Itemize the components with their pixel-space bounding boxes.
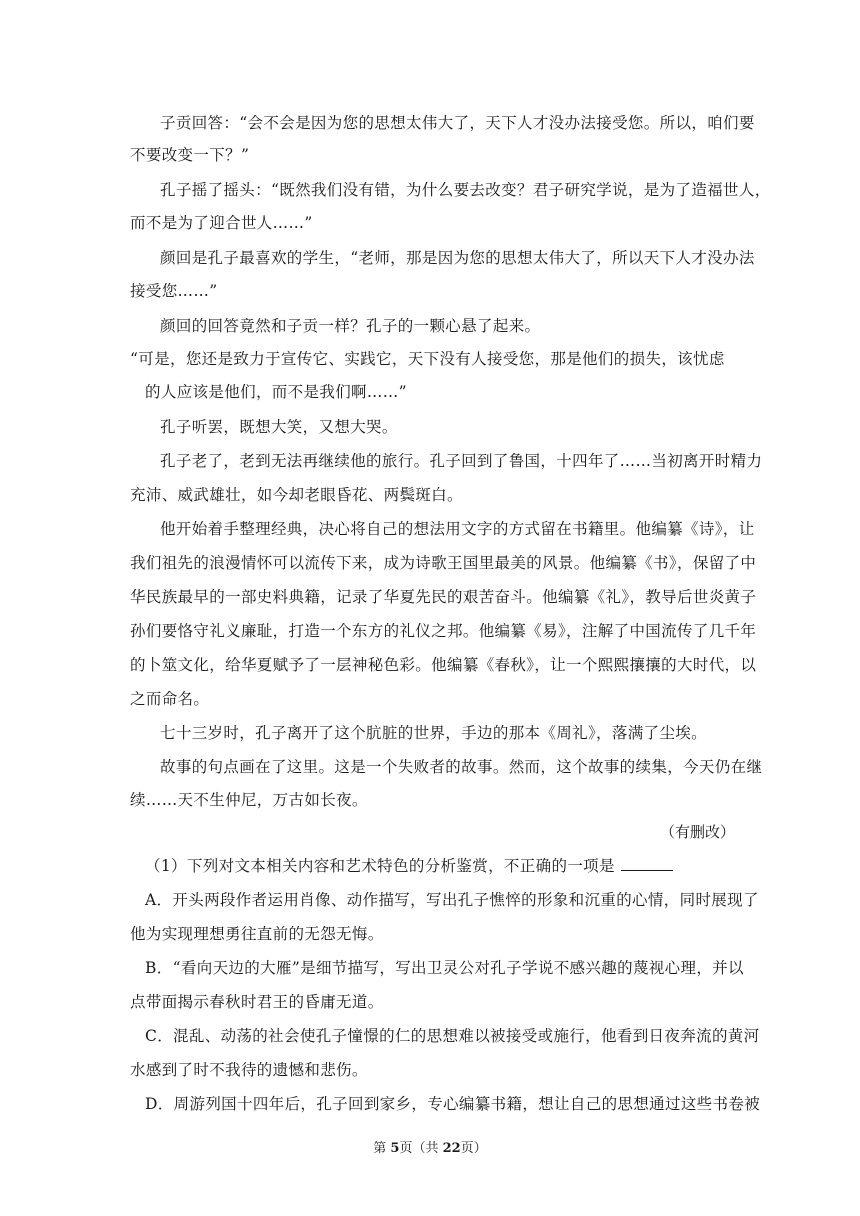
- option-line: C．混乱、动荡的社会使孔子憧憬的仁的思想难以被接受或施行，他看到日夜奔流的黄河: [145, 1027, 760, 1045]
- page-footer: [0, 1140, 860, 1158]
- passage-line: 充沛、威武雄壮，如今却老眼昏花、两鬓斑白。: [130, 486, 463, 504]
- passage-line: 孔子听罢，既想大笑，又想大哭。: [160, 418, 398, 436]
- passage-line: 孙们要恪守礼义廉耻，打造一个东方的礼仪之邦。他编纂《易》，注解了中国流传了几千年: [130, 622, 757, 640]
- passage-line: 颜回是孔子最喜欢的学生，“老师，那是因为您的思想太伟大了，所以天下人才没办法: [160, 249, 755, 267]
- passage-line: 而不是为了迎合世人……”: [130, 214, 313, 232]
- passage-line: 颜回的回答竟然和子贡一样？孔子的一颗心悬了起来。: [160, 317, 541, 335]
- footer-middle: 页（共: [399, 1141, 443, 1156]
- passage-line: 故事的句点画在了这里。这是一个失败者的故事。然而，这个故事的续集，今天仍在继: [160, 758, 763, 776]
- question-stem: [145, 856, 673, 876]
- passage-line: 我们祖先的浪漫情怀可以流传下来，成为诗歌王国里最美的风景。他编纂《书》，保留了中: [130, 554, 757, 572]
- passage-line: 孔子摇了摇头：“既然我们没有错，为什么要去改变？君子研究学说，是为了造福世人，: [160, 181, 771, 199]
- passage-line: 之而命名。: [130, 690, 210, 708]
- footer-total-pages: 22: [442, 1141, 461, 1156]
- passage-line: 的卜筮文化，给华夏赋予了一层神秘色彩。他编纂《春秋》，让一个熙熙攘攘的大时代，以: [130, 656, 757, 674]
- footer-suffix: 页）: [460, 1141, 487, 1156]
- passage-line: “可是，您还是致力于宣传它、实践它，天下没有人接受您，那是他们的损失，该忧虑: [130, 350, 725, 368]
- passage-line: 孔子老了，老到无法再继续他的旅行。孔子回到了鲁国，十四年了……当初离开时精力: [160, 452, 763, 470]
- question-stem-text: （1）下列对文本相关内容和艺术特色的分析鉴赏，不正确的一项是: [145, 857, 615, 875]
- passage-line: 不要改变一下？”: [130, 146, 250, 164]
- passage-line: 续……天不生仲尼，万古如长夜。: [130, 791, 368, 809]
- answer-blank: [621, 856, 673, 871]
- source-note: （有删改）: [660, 823, 736, 841]
- passage-line: 接受您……”: [130, 282, 218, 300]
- option-line: D．周游列国十四年后，孔子回到家乡，专心编纂书籍，想让自己的思想通过这些书卷被: [145, 1095, 761, 1113]
- footer-page-number: 5: [390, 1141, 400, 1156]
- passage-line: 华民族最早的一部史料典籍，记录了华夏先民的艰苦奋斗。他编纂《礼》，教导后世炎黄子: [130, 588, 757, 606]
- option-line: 他为实现理想勇往直前的无怨无悔。: [130, 925, 384, 943]
- passage-line: 他开始着手整理经典，决心将自己的想法用文字的方式留在书籍里。他编纂《诗》，让: [160, 520, 755, 538]
- option-line: B．“看向天边的大雁”是细节描写，写出卫灵公对孔子学说不感兴趣的蔑视心理，并以: [145, 959, 744, 977]
- footer-prefix: 第: [373, 1141, 391, 1156]
- passage-line: 的人应该是他们，而不是我们啊……”: [145, 383, 407, 401]
- passage-line: 子贡回答：“会不会是因为您的思想太伟大了，天下人才没办法接受您。所以，咱们要: [160, 114, 755, 132]
- option-line: A．开头两段作者运用肖像、动作描写，写出孔子憔悴的形象和沉重的心情，同时展现了: [145, 891, 759, 909]
- option-line: 点带面揭示春秋时君王的昏庸无道。: [130, 993, 384, 1011]
- passage-line: 七十三岁时，孔子离开了这个肮脏的世界，手边的那本《周礼》，落满了尘埃。: [160, 724, 708, 742]
- option-line: 水感到了时不我待的遗憾和悲伤。: [130, 1061, 368, 1079]
